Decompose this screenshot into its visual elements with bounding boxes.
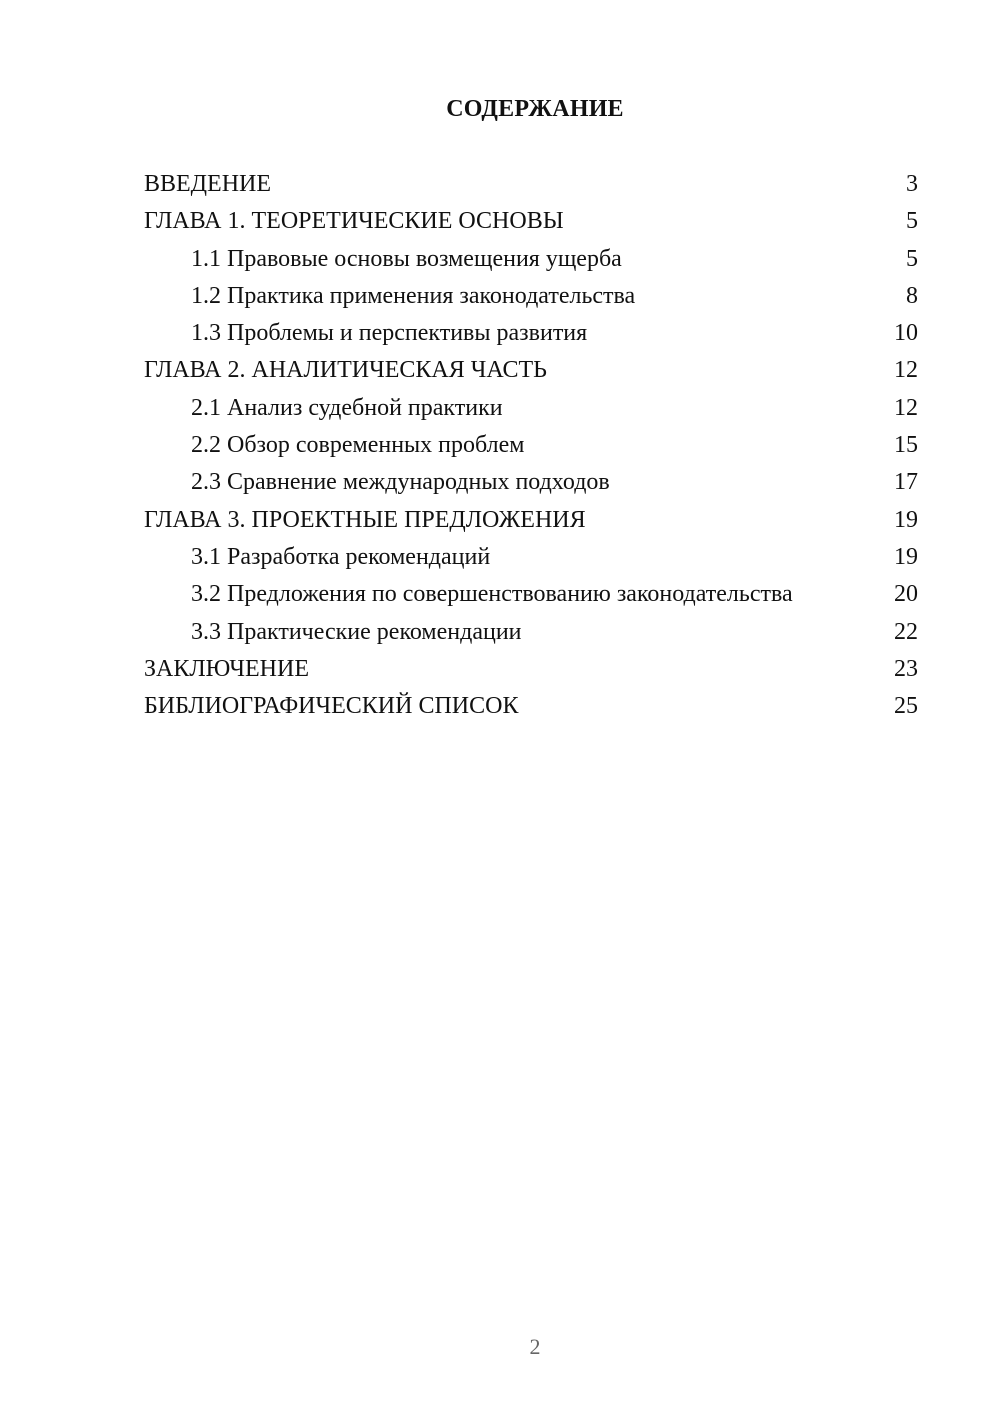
toc-entry-page: 5 <box>906 245 918 272</box>
toc-entry-section-1-1[interactable] <box>144 241 920 278</box>
toc-entry-bibliography[interactable] <box>144 688 920 725</box>
toc-entry-label: 2.2 Обзор современных проблем <box>191 432 525 459</box>
toc-entry-label: 1.3 Проблемы и перспективы развития <box>191 320 588 347</box>
toc-entry-label: 2.3 Сравнение международных подходов <box>191 469 610 496</box>
toc-entry-page: 10 <box>894 320 918 347</box>
toc-entry-chapter-1[interactable] <box>144 203 920 240</box>
toc-entry-label: 3.1 Разработка рекомендаций <box>191 543 491 570</box>
toc-entry-page: 20 <box>894 581 918 608</box>
toc-entry-chapter-2[interactable] <box>144 352 920 389</box>
toc-entry-page: 3 <box>906 171 918 197</box>
toc-entry-section-3-3[interactable] <box>144 614 920 651</box>
toc-entry-section-1-3[interactable] <box>144 315 920 352</box>
toc-entry-page: 15 <box>894 432 918 459</box>
toc-entry-section-1-2[interactable] <box>144 278 920 315</box>
toc-entry-page: 19 <box>894 543 918 570</box>
table-of-contents <box>144 166 920 725</box>
toc-entry-label: 3.2 Предложения по совершенствованию законодательства <box>191 581 793 608</box>
toc-entry-label: БИБЛИОГРАФИЧЕСКИЙ СПИСОК <box>144 693 519 720</box>
toc-entry-label: ЗАКЛЮЧЕНИЕ <box>144 655 309 682</box>
toc-entry-label: 1.1 Правовые основы возмещения ущерба <box>191 245 622 272</box>
toc-entry-page: 23 <box>894 655 918 682</box>
toc-entry-label: 1.2 Практика применения законодательства <box>191 282 636 309</box>
toc-entry-section-2-1[interactable] <box>144 390 920 427</box>
page-title: СОДЕРЖАНИЕ <box>446 96 624 122</box>
toc-entry-section-2-2[interactable] <box>144 427 920 464</box>
toc-entry-label: ВВЕДЕНИЕ <box>144 171 272 197</box>
toc-entry-introduction[interactable] <box>144 166 920 203</box>
toc-entry-section-2-3[interactable] <box>144 464 920 501</box>
toc-entry-page: 19 <box>894 506 918 533</box>
toc-entry-label: ГЛАВА 3. ПРОЕКТНЫЕ ПРЕДЛОЖЕНИЯ <box>144 506 586 533</box>
toc-entry-label: 3.3 Практические рекомендации <box>191 618 522 645</box>
toc-entry-section-3-1[interactable] <box>144 539 920 576</box>
toc-entry-label: ГЛАВА 1. ТЕОРЕТИЧЕСКИЕ ОСНОВЫ <box>144 208 564 235</box>
toc-entry-page: 8 <box>906 282 918 309</box>
toc-entry-page: 22 <box>894 618 918 645</box>
toc-entry-label: ГЛАВА 2. АНАЛИТИЧЕСКАЯ ЧАСТЬ <box>144 357 547 384</box>
toc-entry-page: 17 <box>894 469 918 496</box>
toc-entry-page: 5 <box>906 208 918 235</box>
toc-entry-page: 25 <box>894 693 918 720</box>
toc-entry-page: 12 <box>894 394 918 421</box>
toc-entry-page: 12 <box>894 357 918 384</box>
toc-entry-label: 2.1 Анализ судебной практики <box>191 394 503 421</box>
toc-entry-conclusion[interactable] <box>144 651 920 688</box>
toc-entry-chapter-3[interactable] <box>144 502 920 539</box>
toc-entry-section-3-2[interactable] <box>144 576 920 613</box>
page-number: 2 <box>529 1334 541 1359</box>
